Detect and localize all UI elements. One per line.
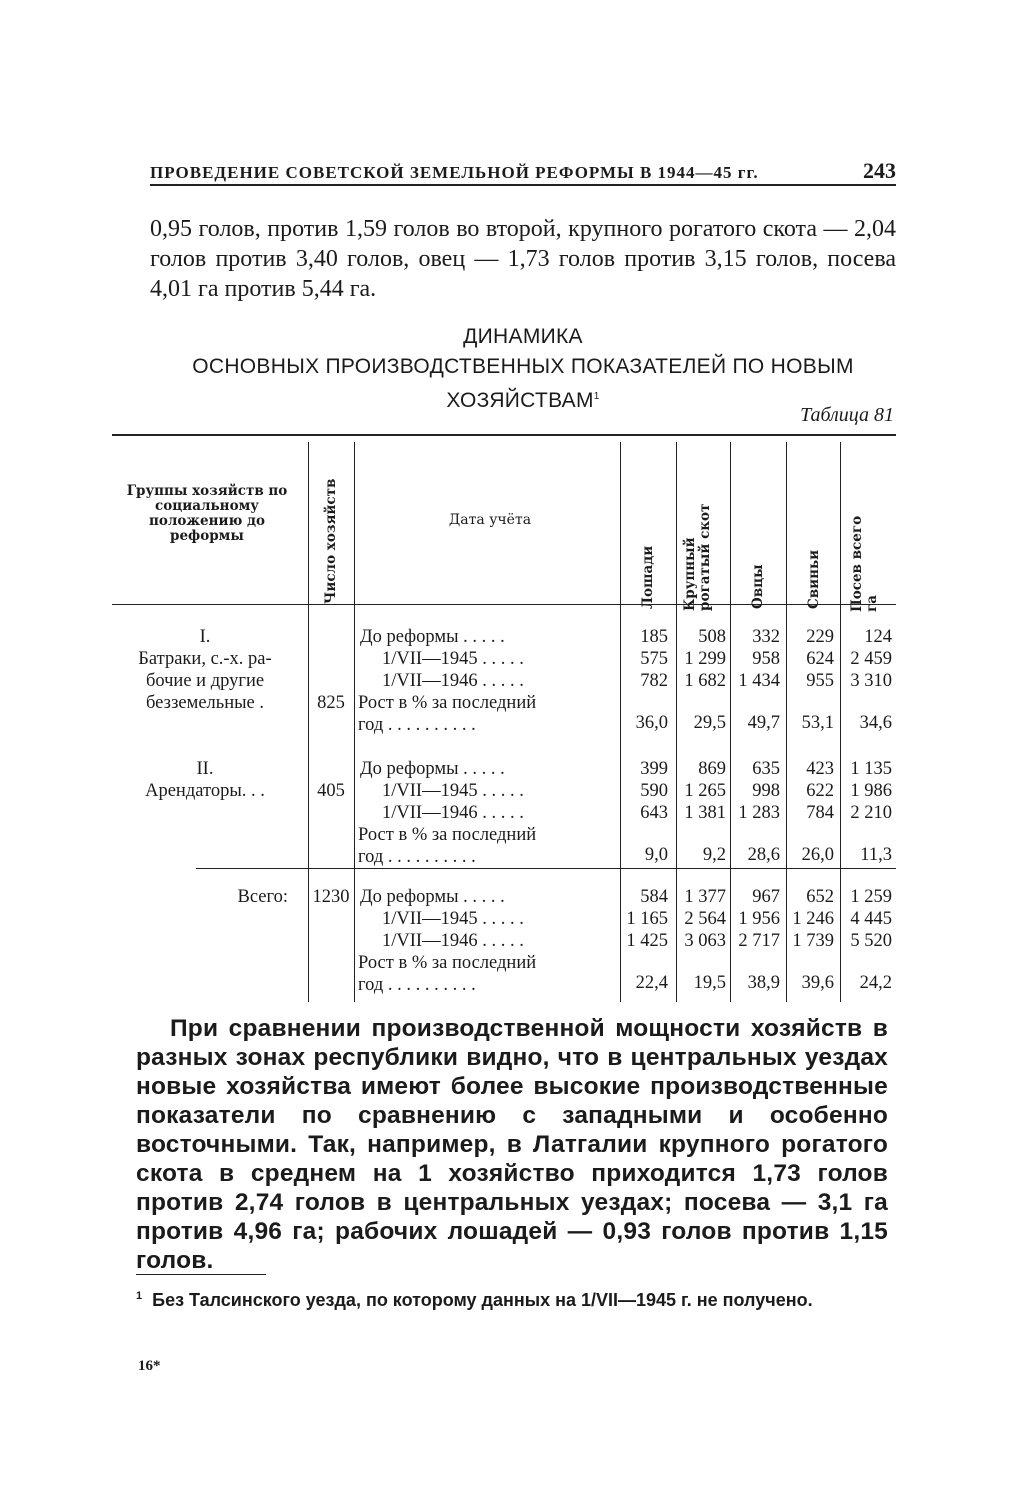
title-footnote-mark: 1 xyxy=(593,391,600,402)
row-value: 3 063 xyxy=(684,931,726,951)
footnote-text: Без Талсинского уезда, по которому данных на 1/VII—1945 г. не получено. xyxy=(152,1290,813,1310)
row-value: 36,0 xyxy=(635,713,668,733)
row-value: 124 xyxy=(864,627,892,647)
row-value: 1 246 xyxy=(792,909,834,929)
row-date: год . . . . . . . . . . xyxy=(358,715,476,735)
group-label-line: II. xyxy=(196,759,214,779)
row-value: 1 381 xyxy=(684,803,726,823)
row-value: 967 xyxy=(752,887,780,907)
row-value: 643 xyxy=(640,803,668,823)
row-value: 49,7 xyxy=(747,713,780,733)
group-label-line: Всего: xyxy=(237,887,288,907)
row-date: 1/VII—1946 . . . . . xyxy=(382,931,524,951)
row-value: 1 434 xyxy=(738,671,780,691)
group-label-line: Батраки, с.-х. ра- xyxy=(138,649,272,669)
row-value: 34,6 xyxy=(859,713,892,733)
row-value: 1 299 xyxy=(684,649,726,669)
row-value: 5 520 xyxy=(850,931,892,951)
printer-signature: 16* xyxy=(138,1358,161,1374)
row-value: 1 377 xyxy=(684,887,726,907)
row-value: 622 xyxy=(806,781,834,801)
row-date: 1/VII—1946 . . . . . xyxy=(382,671,524,691)
row-date: год . . . . . . . . . . xyxy=(358,975,476,995)
row-value: 4 445 xyxy=(850,909,892,929)
table-title-line-2: ОСНОВНЫХ ПРОИЗВОДСТВЕННЫХ ПОКАЗАТЕЛЕЙ ПО НОВЫМ xyxy=(192,355,854,378)
row-value: 1 265 xyxy=(684,781,726,801)
row-value: 2 459 xyxy=(850,649,892,669)
row-value: 869 xyxy=(698,759,726,779)
body-paragraph: При сравнении производственной мощности хозяйств в разных зонах республики видно, что в центральных уездах новые хозяйства имеют более высокие производственные показатели по сравнению с западными и особенно восточными. Так, например, в Латгалии крупного рогатого скота в среднем на 1 хозяйство приходится 1,73 голов против 2,74 голов в центральных уездах; посева — 3,1 га против 4,96 га; рабочих лошадей — 0,93 голов против 1,15 голов. xyxy=(136,1015,888,1274)
header-cattle: Крупный рогатый скот xyxy=(682,503,713,611)
page-number: 243 xyxy=(863,158,896,183)
group-count: 405 xyxy=(317,781,345,801)
row-value: 11,3 xyxy=(860,845,892,865)
col-line-count xyxy=(308,442,309,1002)
table-header-rule xyxy=(112,604,896,605)
row-value: 1 986 xyxy=(850,781,892,801)
running-head xyxy=(150,158,896,184)
row-value: 185 xyxy=(640,627,668,647)
row-value: 784 xyxy=(806,803,834,823)
group-count: 1230 xyxy=(312,887,350,907)
row-value: 29,5 xyxy=(693,713,726,733)
header-count: Число хозяйств xyxy=(323,478,339,604)
group-label-line: Арендаторы. . . xyxy=(145,781,265,801)
header-crop: Посев всего га xyxy=(849,515,880,612)
header-sheep: Овцы xyxy=(750,564,766,609)
footnote-rule xyxy=(136,1274,266,1275)
row-value: 9,2 xyxy=(702,845,726,865)
row-value: 2 210 xyxy=(850,803,892,823)
row-value: 22,4 xyxy=(635,973,668,993)
row-value: 423 xyxy=(806,759,834,779)
row-value: 624 xyxy=(806,649,834,669)
col-line-date xyxy=(354,442,355,1002)
row-value: 24,2 xyxy=(859,973,892,993)
table-top-rule xyxy=(112,434,896,436)
row-value: 652 xyxy=(806,887,834,907)
row-date: Рост в % за последний xyxy=(358,693,537,713)
table-title-line-1: ДИНАМИКА xyxy=(463,325,583,348)
row-date: год . . . . . . . . . . xyxy=(358,847,476,867)
row-value: 26,0 xyxy=(801,845,834,865)
row-value: 1 425 xyxy=(626,931,668,951)
total-rule xyxy=(196,868,896,869)
row-value: 635 xyxy=(752,759,780,779)
row-date: Рост в % за последний xyxy=(358,825,537,845)
row-value: 332 xyxy=(752,627,780,647)
row-value: 399 xyxy=(640,759,668,779)
row-value: 9,0 xyxy=(644,845,668,865)
row-value: 590 xyxy=(640,781,668,801)
row-value: 584 xyxy=(640,887,668,907)
row-value: 39,6 xyxy=(801,973,834,993)
intro-paragraph: 0,95 голов, против 1,59 голов во второй, крупного рогатого скота — 2,04 голов против 3,40 голов, овец — 1,73 голов против 3,15 голов, посева 4,01 га против 5,44 га. xyxy=(150,216,896,302)
row-value: 1 682 xyxy=(684,671,726,691)
row-date: 1/VII—1945 . . . . . xyxy=(382,781,524,801)
row-value: 2 564 xyxy=(684,909,726,929)
header-rule xyxy=(150,184,896,186)
running-title: ПРОВЕДЕНИЕ СОВЕТСКОЙ ЗЕМЕЛЬНОЙ РЕФОРМЫ В 1944—45 гг. xyxy=(150,163,759,182)
row-date: Рост в % за последний xyxy=(358,953,537,973)
table-number: Таблица 81 xyxy=(800,404,894,426)
row-value: 782 xyxy=(640,671,668,691)
row-value: 1 739 xyxy=(792,931,834,951)
row-value: 1 283 xyxy=(738,803,780,823)
row-date: До реформы . . . . . xyxy=(360,627,505,647)
row-value: 998 xyxy=(752,781,780,801)
row-value: 1 259 xyxy=(850,887,892,907)
row-value: 508 xyxy=(698,627,726,647)
group-label-line: I. xyxy=(199,627,211,647)
row-value: 28,6 xyxy=(747,845,780,865)
row-date: 1/VII—1945 . . . . . xyxy=(382,909,524,929)
row-value: 53,1 xyxy=(801,713,834,733)
header-pigs: Свиньи xyxy=(806,549,822,609)
row-value: 38,9 xyxy=(747,973,780,993)
group-label-line: бочие и другие xyxy=(145,671,265,691)
row-value: 1 956 xyxy=(738,909,780,929)
row-value: 955 xyxy=(806,671,834,691)
header-date: Дата учёта xyxy=(448,512,532,528)
row-value: 19,5 xyxy=(693,973,726,993)
row-value: 575 xyxy=(640,649,668,669)
row-date: До реформы . . . . . xyxy=(360,887,505,907)
table-title xyxy=(150,322,896,416)
header-horses: Лошади xyxy=(640,545,656,609)
row-date: 1/VII—1945 . . . . . xyxy=(382,649,524,669)
group-label-line: безземельные . xyxy=(145,693,265,713)
row-value: 1 165 xyxy=(626,909,668,929)
row-value: 3 310 xyxy=(850,671,892,691)
header-group: Группы хозяйств по социальному положению до реформы xyxy=(126,483,288,544)
row-value: 229 xyxy=(806,627,834,647)
row-value: 2 717 xyxy=(738,931,780,951)
table-title-line-3: ХОЗЯЙСТВАМ$^1$ xyxy=(446,389,600,412)
footnote xyxy=(136,1284,888,1312)
group-count: 825 xyxy=(317,693,345,713)
row-date: 1/VII—1946 . . . . . xyxy=(382,803,524,823)
row-value: 958 xyxy=(752,649,780,669)
footnote-mark: 1 xyxy=(136,1290,143,1302)
row-date: До реформы . . . . . xyxy=(360,759,505,779)
row-value: 1 135 xyxy=(850,759,892,779)
